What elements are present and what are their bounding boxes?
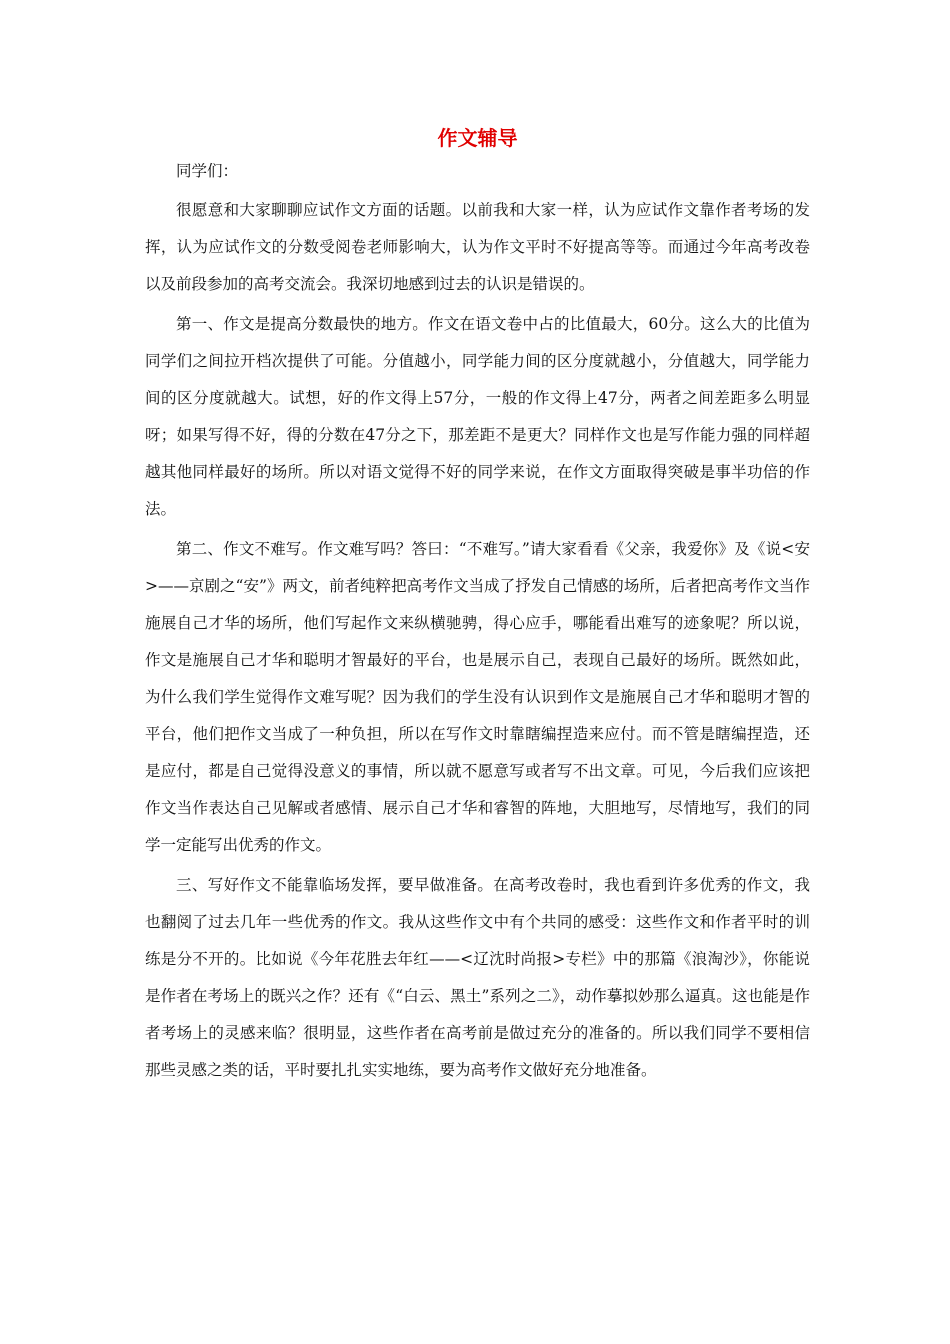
paragraph-point-one: 第一、作文是提高分数最快的地方。作文在语文卷中占的比值最大，60分。这么大的比值为同学们之间拉开档次提供了可能。分值越小，同学能力间的区分度就越小，分值越大，同学能力间的区分度就越大。试想，好的作文得上57分，一般的作文得上47分，两者之间差距多么明显呀；如果写得不好，得的分数在47分之下，那差距不是更大？同样作文也是写作能力强的同样超越其他同样最好的场所。所以对语文觉得不好的同学来说，在作文方面取得突破是事半功倍的作法。: [145, 315, 810, 518]
salutation: 同学们：: [176, 162, 239, 180]
paragraph-point-two: 第二、作文不难写。作文难写吗？答曰：“不难写。”请大家看看《父亲，我爱你》及《说<安>——京剧之“安”》两文，前者纯粹把高考作文当成了抒发自己情感的场所，后者把高考作文当作施展自己才华的场所，他们写起作文来纵横驰骋，得心应手，哪能看出难写的迹象呢？所以说，作文是施展自己才华和聪明才智最好的平台，也是展示自己，表现自己最好的场所。既然如此，为什么我们学生觉得作文难写呢？因为我们的学生没有认识到作文是施展自己才华和聪明才智的平台，他们把作文当成了一种负担，所以在写作文时靠瞎编捏造来应付。而不管是瞎编捏造，还是应付，都是自己觉得没意义的事情，所以就不愿意写或者写不出文章。可见，今后我们应该把作文当作表达自己见解或者感情、展示自己才华和睿智的阵地，大胆地写，尽情地写，我们的同学一定能写出优秀的作文。: [145, 540, 810, 854]
document-page: [145, 120, 810, 1092]
paragraph-point-three: 三、写好作文不能靠临场发挥，要早做准备。在高考改卷时，我也看到许多优秀的作文，我也翻阅了过去几年一些优秀的作文。我从这些作文中有个共同的感受：这些作文和作者平时的训练是分不开的。比如说《今年花胜去年红——<辽沈时尚报>专栏》中的那篇《浪淘沙》，你能说是作者在考场上的既兴之作？还有《“白云、黑土”系列之二》，动作摹拟妙那么逼真。这也能是作者考场上的灵感来临？很明显，这些作者在高考前是做过充分的准备的。所以我们同学不要相信那些灵感之类的话，平时要扎扎实实地练，要为高考作文做好充分地准备。: [145, 876, 810, 1079]
document-title: 作文辅导: [437, 126, 518, 150]
paragraph-intro: 很愿意和大家聊聊应试作文方面的话题。以前我和大家一样，认为应试作文靠作者考场的发挥，认为应试作文的分数受阅卷老师影响大，认为作文平时不好提高等等。而通过今年高考改卷以及前段参加的高考交流会。我深切地感到过去的认识是错误的。: [145, 201, 810, 293]
